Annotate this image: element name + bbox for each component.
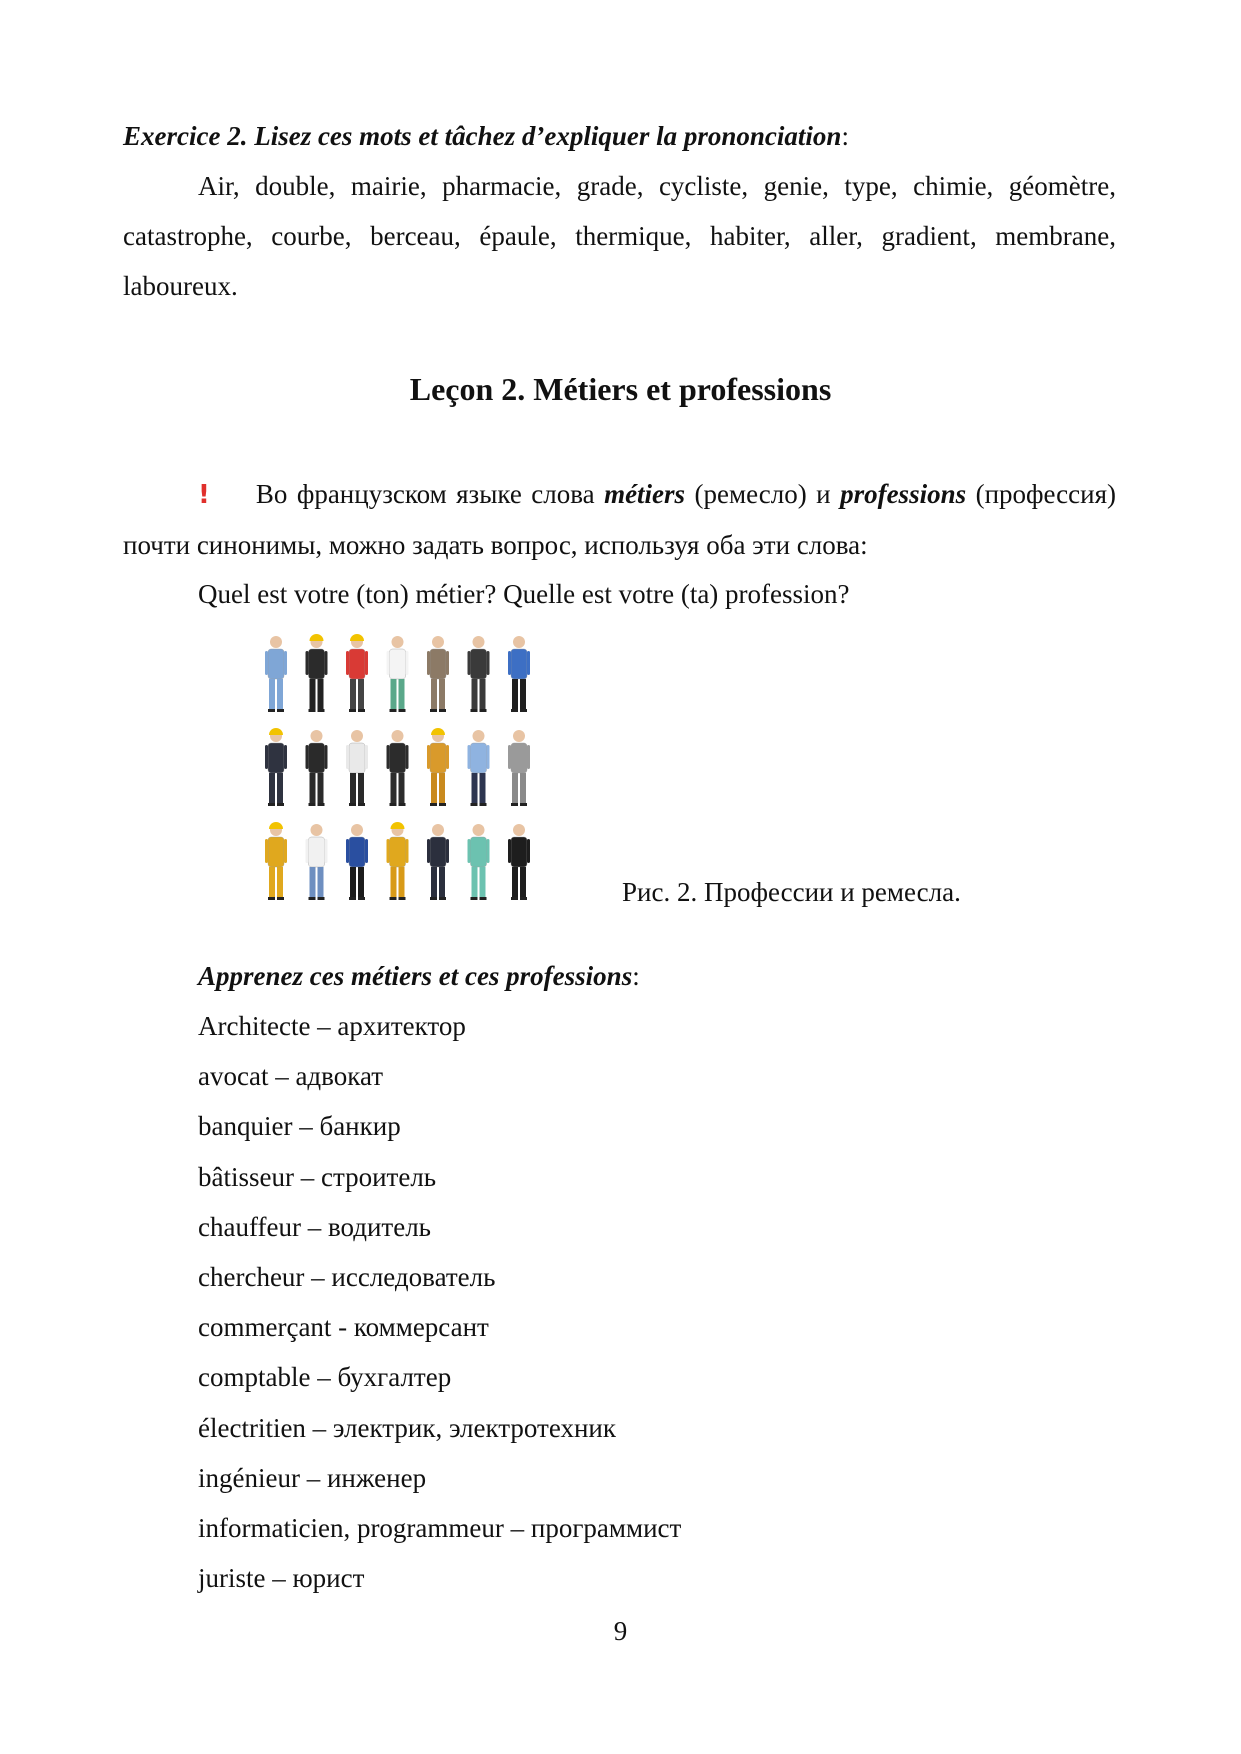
exercise-title-colon: : — [841, 121, 849, 151]
person-figure — [508, 730, 530, 806]
person-figure — [427, 728, 449, 806]
person-figure — [468, 636, 490, 712]
note-term-metiers: métiers — [604, 479, 686, 509]
page-number: 9 — [613, 1616, 628, 1646]
note-text-1: Во французском языке слова — [255, 479, 605, 509]
person-figure — [508, 636, 530, 712]
person-figure — [387, 730, 409, 806]
vocabulary-item: informaticien, programmeur – программист — [198, 1513, 682, 1544]
vocabulary-item: comptable – бухгалтер — [198, 1362, 452, 1393]
person-figure — [346, 824, 368, 900]
vocabulary-heading-text: Apprenez ces métiers et ces professions — [198, 961, 633, 991]
vocabulary-item: avocat – адвокат — [198, 1061, 384, 1092]
vocabulary-item: Architecte – архитектор — [198, 1011, 466, 1041]
note-term-professions: professions — [840, 479, 967, 509]
person-figure — [306, 634, 328, 712]
person-figure — [265, 822, 287, 900]
person-figure — [346, 730, 368, 806]
person-figure — [265, 636, 287, 712]
vocabulary-heading-colon: : — [632, 961, 640, 991]
professions-illustration — [262, 630, 552, 910]
person-figure — [468, 824, 490, 900]
vocabulary-item: bâtisseur – строитель — [198, 1161, 437, 1192]
vocabulary-item: banquier – банкир — [198, 1111, 401, 1142]
vocabulary-item: juriste – юрист — [198, 1563, 365, 1594]
person-figure — [427, 636, 449, 712]
person-figure — [427, 824, 449, 900]
note-text-2: (ремесло) и — [685, 479, 841, 509]
person-figure — [306, 730, 328, 806]
exercise-title — [123, 111, 1116, 161]
person-figure — [265, 728, 287, 806]
vocabulary-item: commerçant - коммерсант — [198, 1312, 489, 1343]
lesson-title: Leçon 2. Métiers et professions — [409, 371, 832, 407]
vocabulary-item: électritien – электрик, электротехник — [198, 1412, 616, 1443]
person-figure — [387, 822, 409, 900]
person-figure — [306, 824, 328, 900]
note-paragraph — [123, 469, 1116, 570]
vocabulary-heading — [198, 951, 640, 1001]
note-text-3: (профессия) почти синонимы, можно задать вопрос, используя оба эти слова: — [123, 479, 1116, 560]
person-figure — [508, 824, 530, 900]
person-figure — [387, 636, 409, 712]
figure-caption: Рис. 2. Профессии и ремесла. — [622, 877, 961, 907]
exclamation-icon: ! — [198, 480, 210, 510]
vocabulary-item: chercheur – исследователь — [198, 1262, 496, 1293]
vocabulary-item: chauffeur – водитель — [198, 1211, 431, 1242]
vocabulary-item: ingénieur – инженер — [198, 1462, 427, 1493]
person-figure — [468, 730, 490, 806]
vocabulary-list — [198, 1001, 681, 1603]
exercise-title-text: Exercice 2. Lisez ces mots et tâchez d’expliquer la prononciation — [123, 121, 842, 151]
exercise-word-list: Air, double, mairie, pharmacie, grade, cycliste, genie, type, chimie, géomètre, catastrophe, courbe, berceau, épaule, thermique, habiter, aller, gradient, membrane, laboureux. — [123, 171, 1116, 301]
person-figure — [346, 634, 368, 712]
question-line: Quel est votre (ton) métier? Quelle est votre (ta) profession? — [198, 579, 850, 609]
